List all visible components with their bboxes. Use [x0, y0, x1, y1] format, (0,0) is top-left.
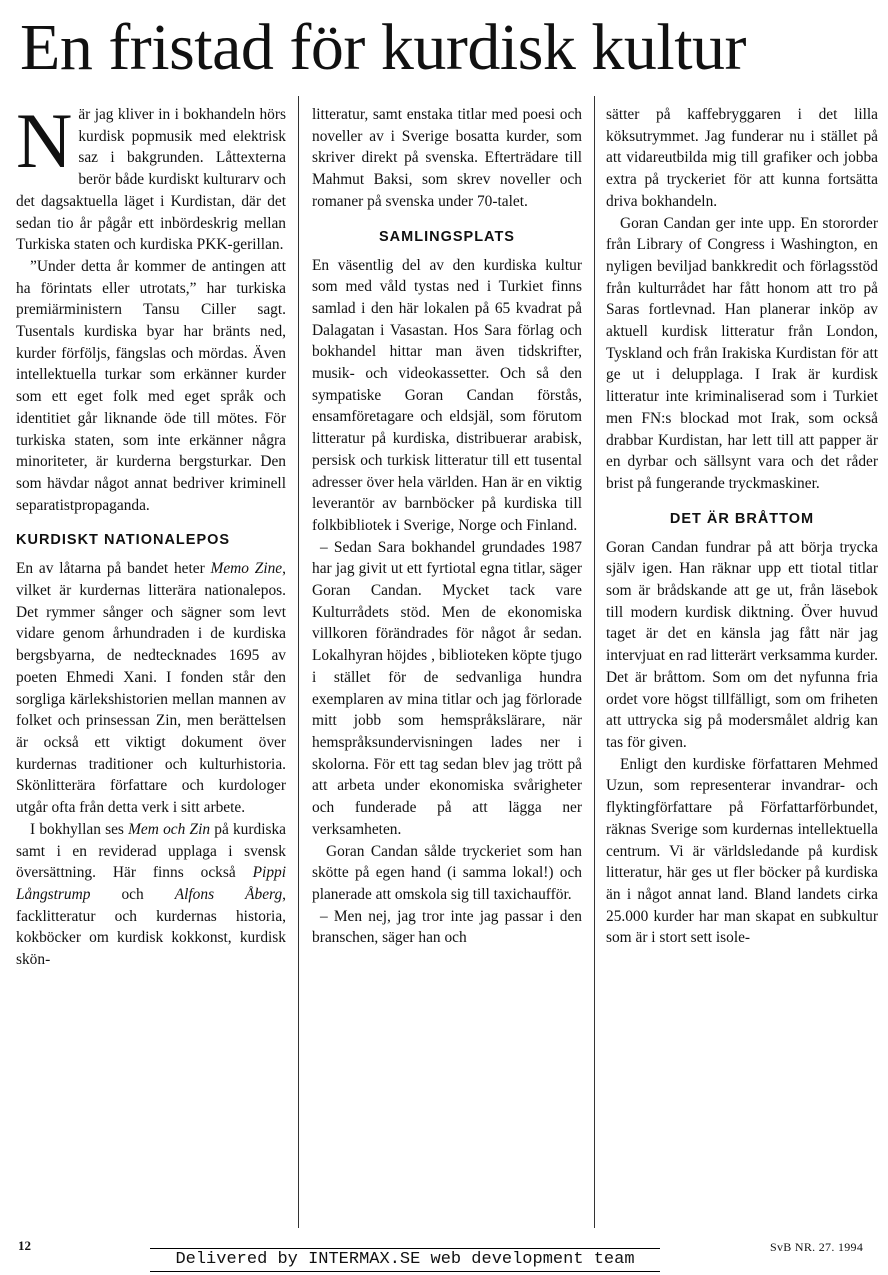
paragraph-text: och — [90, 885, 175, 903]
paragraph: Goran Candan sålde tryckeriet som han skötte på egen hand (i samma lokal!) och planerade att omskola sig till taxichaufför. — [312, 842, 582, 903]
paragraph-text: I bokhyllan ses — [30, 820, 129, 838]
issue-label: SvB NR. 27. 1994 — [770, 1240, 864, 1254]
paragraph-text: på kurdiska samt i en reviderad upplaga i svensk översättning. Här finns också — [16, 820, 286, 882]
paragraph: Goran Candan ger inte upp. En stororder från Library of Congress i Washington, en nyligen beviljad bankkredit och förlagsstöd från kulturrådet har fått honom att tro på Saras fortlevnad. Han planerar inköp av aktuell kurdisk litteratur från London, Tyskland och från Irakiska Kurdistan för att ge ut i delupplaga. I Irak är kurdisk litteratur inte kriminaliserad som i Turkiet men FN:s blockad mot Irak, som också drabbar Kurdistan, har lett till att papper är en dyrbar och sällsynt vara och det råder brist på fungerande tryckmaskiner. — [606, 214, 878, 492]
column-rule — [298, 96, 299, 1228]
paragraph-text: är jag kliver in i bokhandeln hörs kurdisk popmusik med elektrisk saz i bakgrunden. Låttexterna berör både kurdiskt kulturarv och det dagsaktuella läget i Kurdistan, där det sedan tio år pågår ett inbördeskrig mellan Turkiska staten och kurdiska PKK-gerillan. — [16, 106, 286, 254]
title-italic: Alfons Åberg — [174, 885, 283, 903]
headline: En fristad för kurdisk kultur — [20, 11, 747, 84]
title-italic: Memo Zine — [210, 560, 283, 578]
section-heading: KURDISKT NATIONALEPOS — [16, 532, 231, 549]
paragraph-text: , facklitteratur och kurdernas historia, kokböcker om kurdisk kokkonst, kurdisk skön- — [16, 885, 286, 969]
paragraph: sätter på kaffebryggaren i det lilla köksutrymmet. Jag funderar nu i stället på att vidareutbilda mig till grafiker och jobba extra på tryckeriet för att kunna fortsätta driva bokhandeln. — [606, 106, 878, 210]
paragraph — [16, 819, 286, 971]
title-italic: Mem och Zin — [128, 820, 211, 838]
paragraph: litteratur, samt enstaka titlar med poesi och noveller av i Sverige bosatta kurder, som skriver direkt på svenska. Efterträdare till Mahmut Baksi, som skrev noveller och romaner på svenska under 70-talet. — [312, 106, 582, 210]
article-column-2 — [312, 104, 582, 1224]
paragraph-text: En av låtarna på bandet heter — [16, 560, 211, 578]
paragraph: Goran Candan fundrar på att börja trycka själv igen. Han räknar upp ett tiotal titlar som är brådskande att ge ut, från läsebok till modern kurdisk diktning. Över huvud taget är det en känsla jag fått när jag intervjuat en rad litterärt verksamma kurder. Det är bråttom. Som om det nyfunna fria ordet vore högst tillfälligt, som om friheten att uttrycka sig på modersmålet aldrig kan tas för given. — [606, 538, 878, 751]
paragraph — [16, 104, 286, 256]
article-column-3 — [606, 104, 878, 1224]
paragraph: En väsentlig del av den kurdiska kultur som med våld tystas ned i Turkiet finns samlad i den här lokalen på 65 kvadrat på Dalagatan i Vasastan. Hos Sara förlag och bokhandel hittar man även tidskrifter, musik- och videokassetter. Och så den sympatiske Goran Candan förstås, ensamföretagare och eldsjäl, som förutom litteratur på kurdiska, distribuerar arabisk, persisk och turkisk litteratur till ett tusental adresser över hela världen. Han är en viktig leverantör av barnböcker på kurdiska till folkbibliotek i Sverige, Norge och Finland. — [312, 256, 582, 534]
paragraph: ”Under detta år kommer de antingen att ha förintats eller utrotats,” har turkiska premiärministern Tansu Ciller sagt. Tusentals kurdiska byar har bränts ned, kurder förföljs, fängslas och mördas. Även intellektuella turkar som erkänner kurder som ett eget folk med eget språk och identitiet går liknande öde till mötes. För turkiska staten, som inte erkänner några minoriteter, är kurderna bergsturkar. Den som hävdar något annat bedriver kriminell separatistpropaganda. — [16, 257, 286, 514]
credit-line: Delivered by INTERMAX.SE web development team — [150, 1248, 660, 1272]
section-heading: SAMLINGSPLATS — [379, 228, 515, 245]
paragraph — [16, 558, 286, 818]
title-italic: Pippi Långstrump — [16, 864, 286, 903]
paragraph: – Men nej, jag tror inte jag passar i den branschen, säger han och — [312, 907, 582, 947]
drop-cap: N — [16, 104, 73, 184]
paragraph-text: , vilket är kurdernas litterära nationalepos. Det rymmer sånger och sägner som levt vidare genom århundraden i de kurdiska bergsbyarna, de nedtecknades 1695 av poeten Ehmedi Xani. I fonden står den sorgliga kärlekshistorien mellan mannen av folket och prinsessan Zin, men berättelsen är också ett viktigt dokument över kurdernas traditioner och kulturhistoria. Skönlitterära författare och kurdologer utgår ofta från detta verk i sitt arbete. — [16, 560, 286, 817]
page-number: 12 — [18, 1238, 31, 1253]
column-rule — [594, 96, 595, 1228]
paragraph: Enligt den kurdiske författaren Mehmed Uzun, som representerar invandrar- och flyktingförfattare på Författarförbundet, räknas Sverige som kurdernas intellektuella centrum. Vi är världsledande på kurdisk litteratur, här ges ut fler böcker på kurdiska än i något annat land. Bland landets cirka 25.000 kurder har man skapat en subkultur som är i stort sett isole- — [606, 755, 878, 947]
article-column-1 — [16, 104, 286, 1224]
paragraph: – Sedan Sara bokhandel grundades 1987 har jag givit ut ett fyrtiotal egna titlar, säger Goran Candan. Mycket tack vare Kulturrådets stöd. Men de ekonomiska villkoren förändrades för något år sedan. Lokalhyran höjdes , biblioteken köpte tjugo i stället för de sedvanliga hundra exemplaren av mina titlar och jag förlorade mitt jobb som hemspråkslärare, när hemspråksundervisningen lades ner i skolorna. För ett tag sedan blev jag trött på att arbeta under ekonomiska svårigheter och funderade på att lägga ner verksamheten. — [312, 538, 582, 838]
section-heading: DET ÄR BRÅTTOM — [669, 510, 815, 527]
